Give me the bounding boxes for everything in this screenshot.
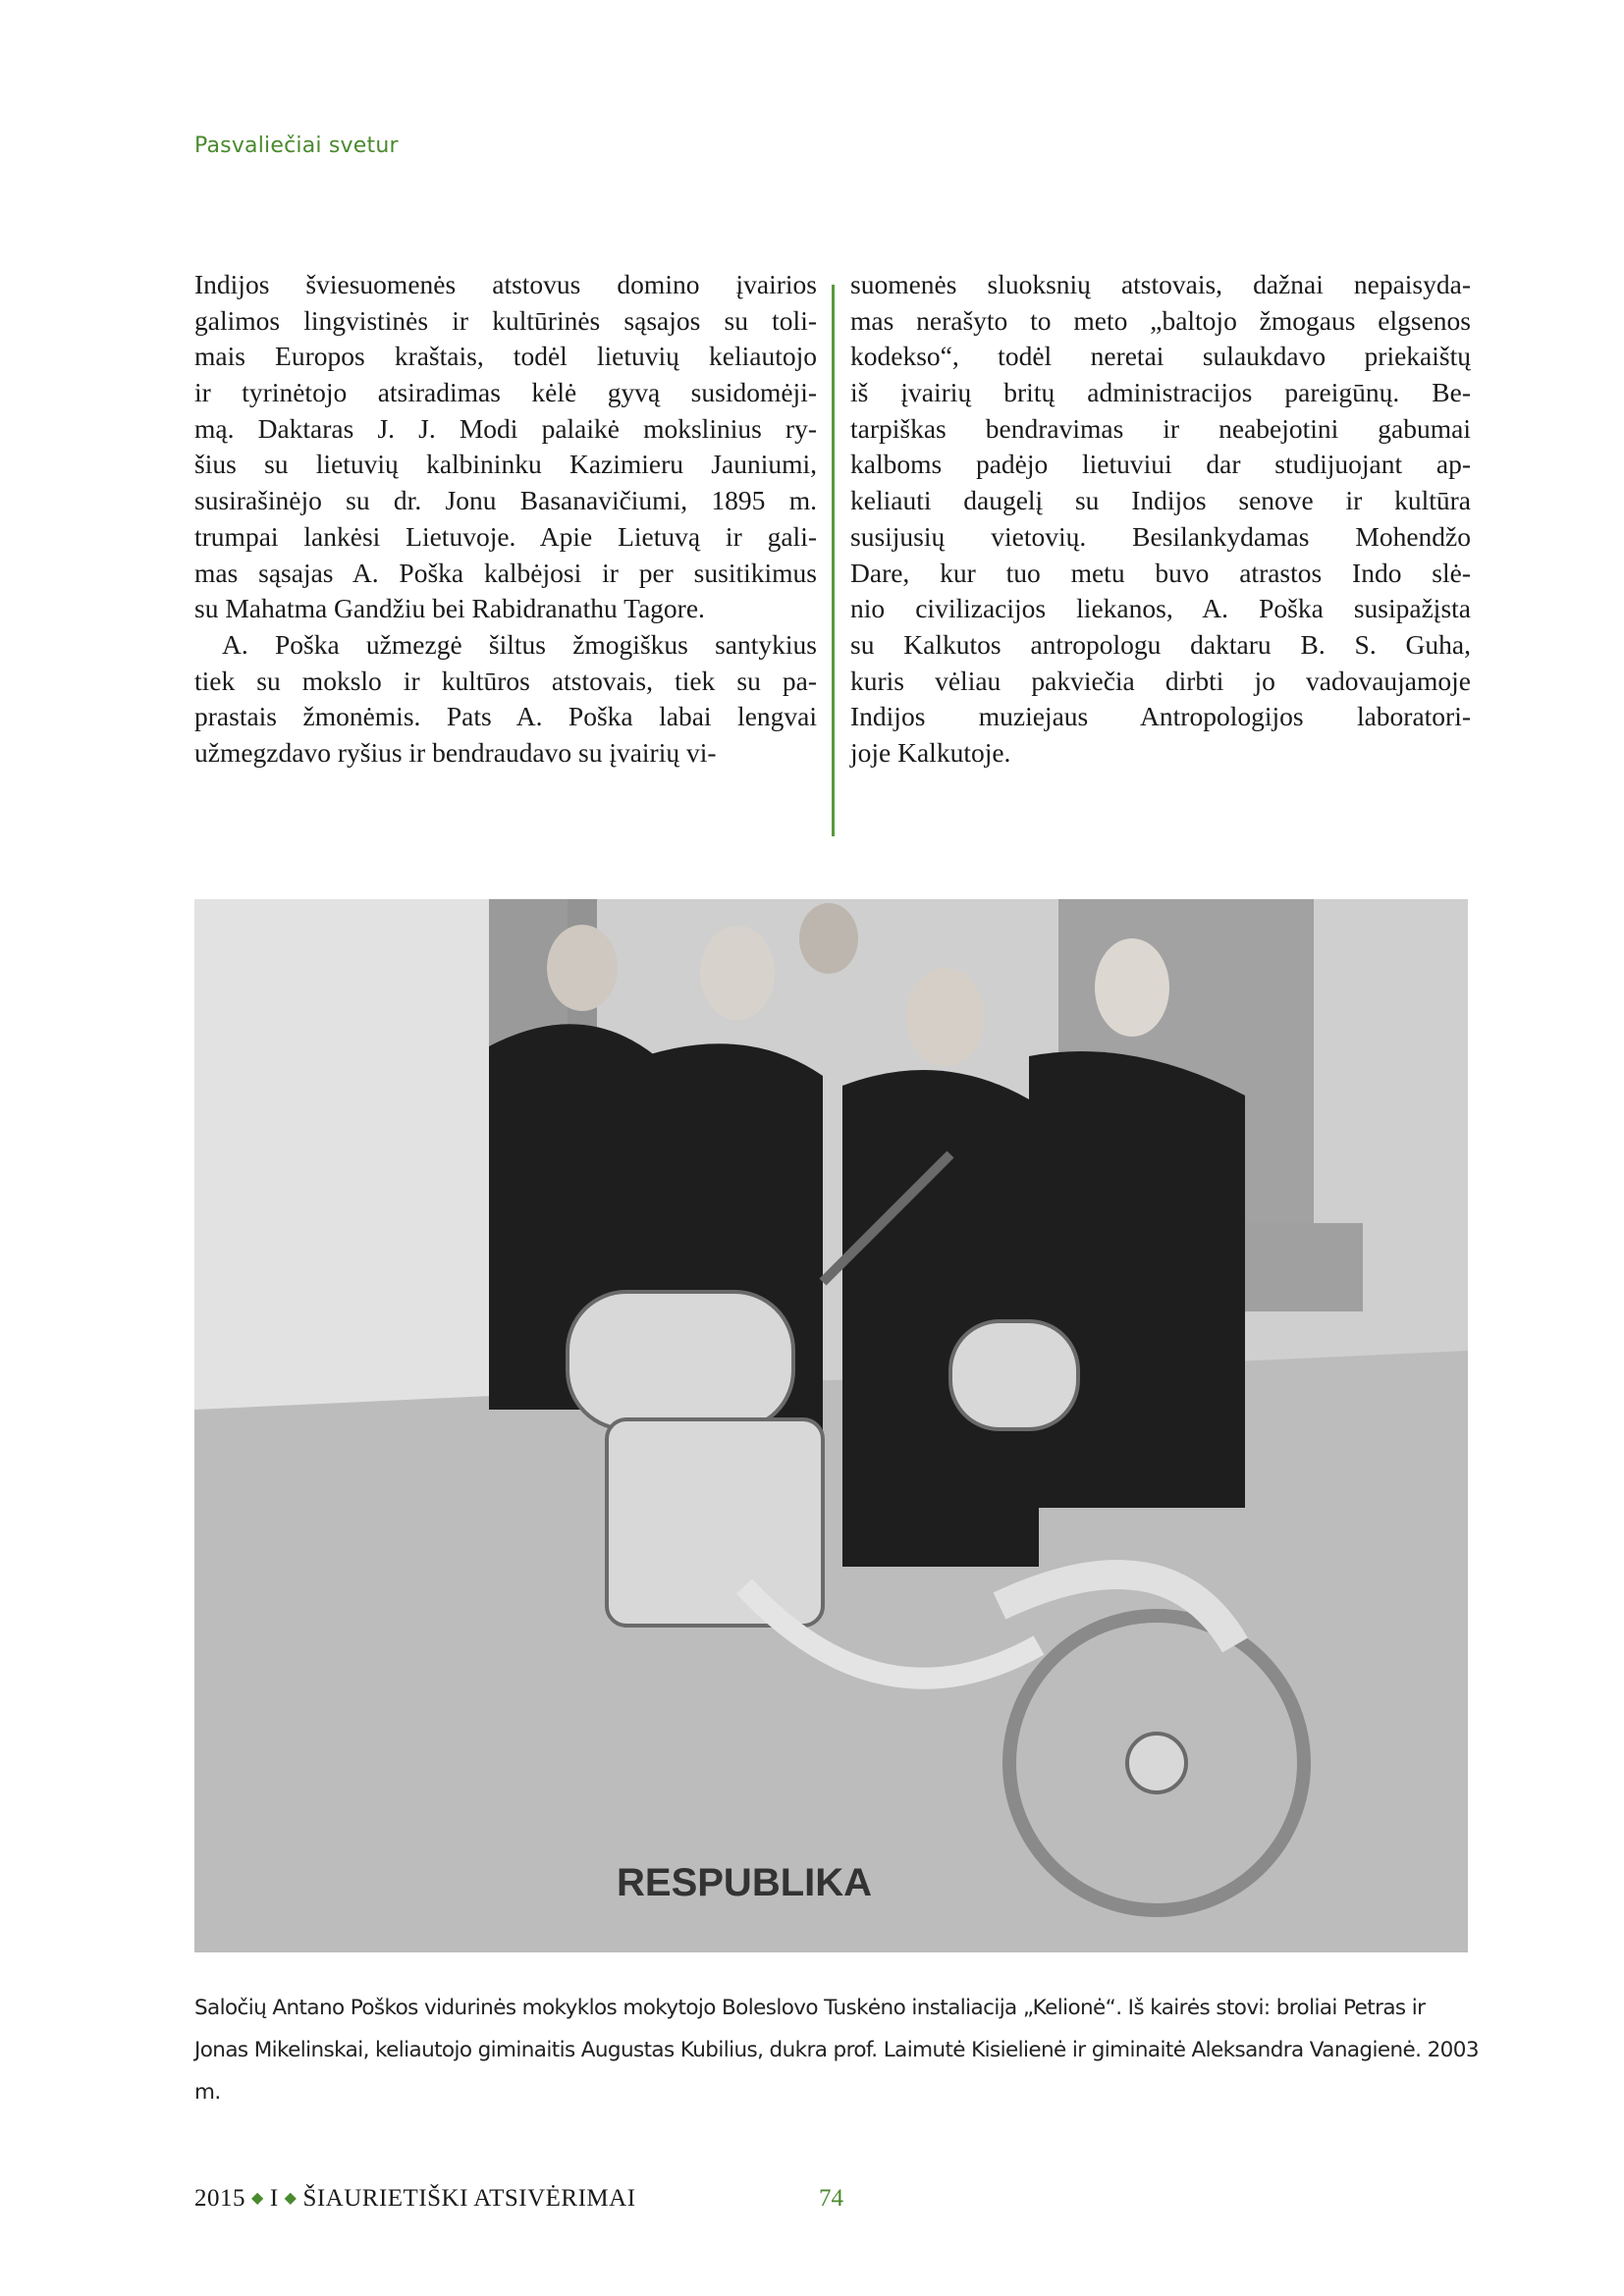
text-column-right (850, 267, 1471, 772)
text-line: susirašinėjo su dr. Jonu Basanavičiumi, 1895 m. (194, 485, 817, 516)
text-line: tarpiškas bendravimas ir neabejotini gabumai (850, 412, 1471, 444)
text-line: galimos lingvistinės ir kultūrinės sąsajos su toli- (194, 304, 817, 336)
newspaper-masthead: RESPUBLIKA (617, 1861, 873, 1904)
text-line: su Mahatma Gandžiu bei Rabidranathu Tagore. (194, 593, 705, 624)
text-line: tiek su mokslo ir kultūros atstovais, tiek su pa- (194, 665, 817, 696)
text-line: užmegzdavo ryšius ir bendraudavo su įvairių vi- (194, 736, 717, 768)
page-number: 74 (819, 2185, 843, 2212)
footer-issue: I (269, 2185, 279, 2212)
footer (194, 2185, 636, 2213)
diamond-icon: ◆ (284, 2190, 298, 2207)
text-line: Dare, kur tuo metu buvo atrastos Indo slė- (850, 557, 1471, 588)
text-line: mas sąsajas A. Poška kalbėjosi ir per susitikimus (194, 557, 817, 588)
text-line: A. Poška užmezgė šiltus žmogiškus santykius (222, 628, 817, 660)
text-line: suomenės sluoksnių atstovais, dažnai nepaisyda- (850, 269, 1471, 299)
running-header: Pasvaliečiai svetur (194, 133, 399, 158)
text-line: trumpai lankėsi Lietuvoje. Apie Lietuvą ir gali- (194, 520, 817, 552)
text-line: iš įvairių britų administracijos pareigūnų. Be- (850, 377, 1471, 408)
text-line: nio civilizacijos liekanos, A. Poška susipažįsta (850, 593, 1471, 624)
text-line: kalboms padėjo lietuviui dar studijuojant ap- (850, 449, 1471, 480)
footer-journal: ŠIAURIETIŠKI ATSIVĖRIMAI (302, 2185, 636, 2212)
text-line: Indijos šviesuomenės atstovus domino įvairios (194, 269, 817, 299)
text-line: susijusių vietovių. Besilankydamas Mohendžo (850, 520, 1471, 552)
text-line: kuris vėliau pakviečia dirbti jo vadovaujamoje (850, 665, 1471, 696)
text-line: ir tyrinėtojo atsiradimas kėlė gyvą susidomėji- (194, 377, 817, 408)
text-line: šius su lietuvių kalbininku Kazimieru Jauniumi, (194, 449, 817, 480)
photo-illustration (194, 899, 1468, 1952)
photo-caption: Saločių Antano Poškos vidurinės mokyklos mokytojo Boleslovo Tuskėno instaliacija „Kelionė“. Iš kairės stovi: broliai Petras ir Jonas Mikelinskai, keliautojo giminaitis Augustas Kubilius, dukra prof. Laimutė Kisielienė ir giminaitė Aleksandra Vanagienė. 2003 m. (194, 1996, 1479, 2105)
text-line: mais Europos kraštais, todėl lietuvių keliautojo (194, 341, 817, 372)
diamond-icon: ◆ (251, 2190, 264, 2207)
text-line: su Kalkutos antropologu daktaru B. S. Guha, (850, 628, 1471, 660)
text-line: kodekso“, todėl neretai sulaukdavo priekaištų (850, 341, 1471, 372)
column-divider (832, 285, 835, 836)
text-line: keliauti daugelį su Indijos senove ir kultūra (850, 485, 1471, 516)
text-line: joje Kalkutoje. (850, 736, 1011, 768)
text-column-left (194, 267, 817, 772)
footer-year: 2015 (194, 2185, 245, 2212)
photo-motorcycle-installation (194, 899, 1468, 1952)
text-line: mas nerašyto to meto „baltojo žmogaus elgsenos (850, 304, 1471, 336)
text-line: Indijos muziejaus Antropologijos laboratori- (850, 701, 1471, 732)
text-line: prastais žmonėmis. Pats A. Poška labai lengvai (194, 701, 817, 732)
text-line: mą. Daktaras J. J. Modi palaikė mokslinius ry- (194, 412, 817, 444)
